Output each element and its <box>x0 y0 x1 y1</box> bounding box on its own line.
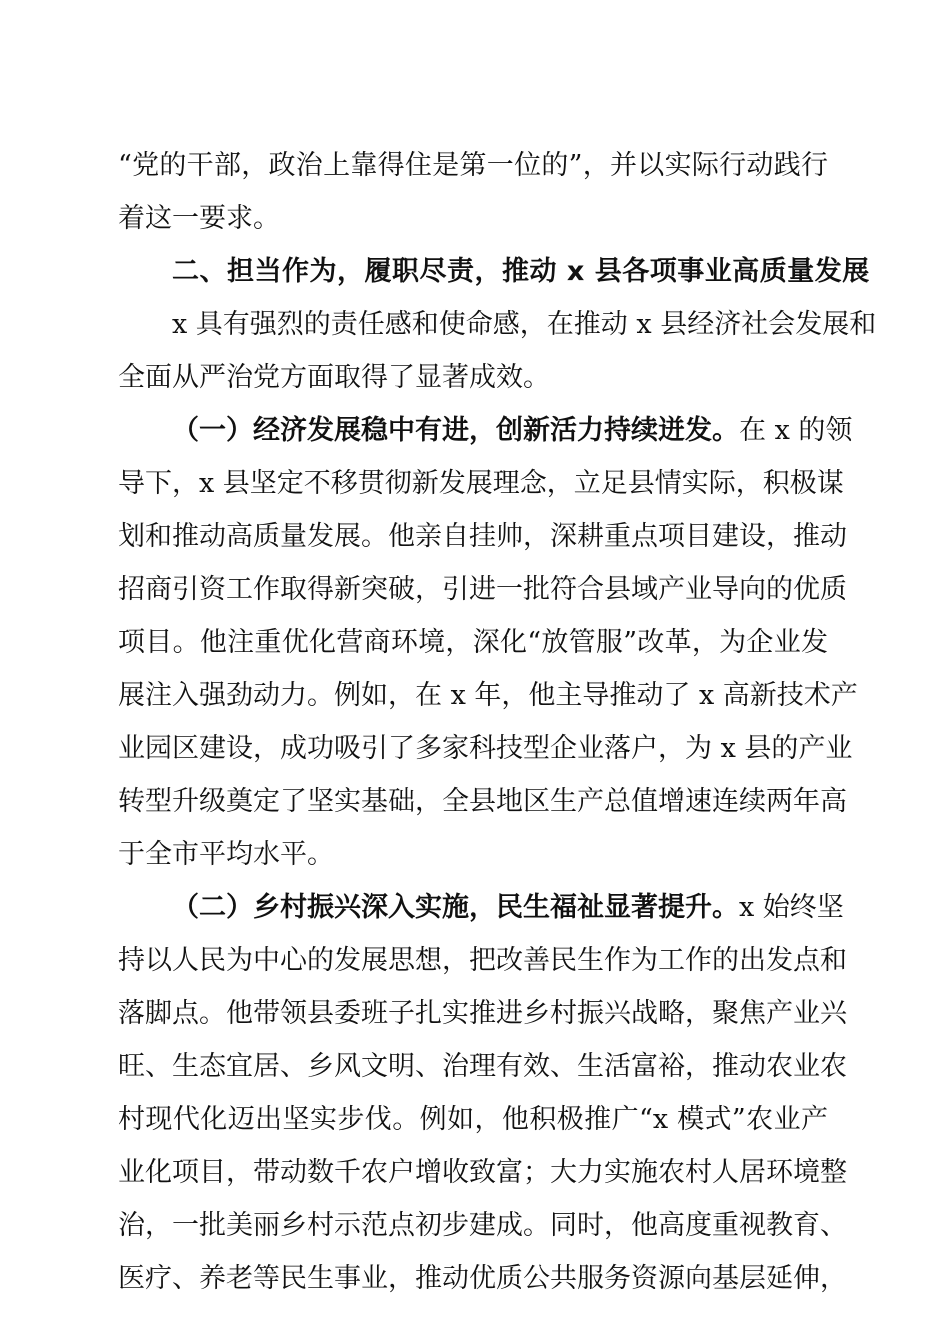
document-page <box>118 139 877 1305</box>
paragraph-2-line-2: 导下，x 县坚定不移贯彻新发展理念，立足县情实际，积极谋 <box>118 468 844 499</box>
paragraph-2-line-8: 转型升级奠定了坚实基础，全县地区生产总值增速连续两年高 <box>118 786 847 817</box>
paragraph-1-line-2: 全面从严治党方面取得了显著成效。 <box>118 362 550 393</box>
paragraph-2-first-line-rest: 在 x 的领 <box>739 415 853 446</box>
paragraph-2-line-5: 项目。他注重优化营商环境，深化“放管服”改革，为企业发 <box>118 627 828 658</box>
paragraph-3-line-1 <box>118 881 844 934</box>
paragraph-2-line-6: 展注入强劲动力。例如，在 x 年，他主导推动了 x 高新技术产 <box>118 680 858 711</box>
subsection-title-1: （一）经济发展稳中有进，创新活力持续迸发。 <box>172 415 739 446</box>
paragraph-3-line-5: 村现代化迈出坚实步伐。例如，他积极推广“x 模式”农业产 <box>118 1104 828 1135</box>
paragraph-3-line-8: 医疗、养老等民生事业，推动优质公共服务资源向基层延伸， <box>118 1263 847 1294</box>
paragraph-2-line-4: 招商引资工作取得新突破，引进一批符合县域产业导向的优质 <box>118 574 847 605</box>
paragraph-3-line-7: 治，一批美丽乡村示范点初步建成。同时，他高度重视教育、 <box>118 1210 847 1241</box>
paragraph-3-first-line-rest: x 始终坚 <box>739 892 844 923</box>
paragraph-3-line-6: 业化项目，带动数千农户增收致富；大力实施农村人居环境整 <box>118 1157 847 1188</box>
paragraph-2-line-9: 于全市平均水平。 <box>118 839 334 870</box>
paragraph-2-line-7: 业园区建设，成功吸引了多家科技型企业落户，为 x 县的产业 <box>118 733 853 764</box>
paragraph-2-line-1 <box>118 404 853 457</box>
section-heading-2: 二、担当作为，履职尽责，推动 x 县各项事业高质量发展 <box>172 256 870 287</box>
paragraph-0-line-2: 着这一要求。 <box>118 203 280 234</box>
paragraph-0-line-1: “党的干部，政治上靠得住是第一位的”，并以实际行动践行 <box>118 150 828 181</box>
paragraph-1-line-1: x 具有强烈的责任感和使命感，在推动 x 县经济社会发展和 <box>172 309 877 340</box>
paragraph-2-line-3: 划和推动高质量发展。他亲自挂帅，深耕重点项目建设，推动 <box>118 521 847 552</box>
subsection-title-2: （二）乡村振兴深入实施，民生福祉显著提升。 <box>172 892 739 923</box>
paragraph-3-line-4: 旺、生态宜居、乡风文明、治理有效、生活富裕，推动农业农 <box>118 1051 847 1082</box>
paragraph-3-line-2: 持以人民为中心的发展思想，把改善民生作为工作的出发点和 <box>118 945 847 976</box>
paragraph-3-line-3: 落脚点。他带领县委班子扎实推进乡村振兴战略，聚焦产业兴 <box>118 998 847 1029</box>
